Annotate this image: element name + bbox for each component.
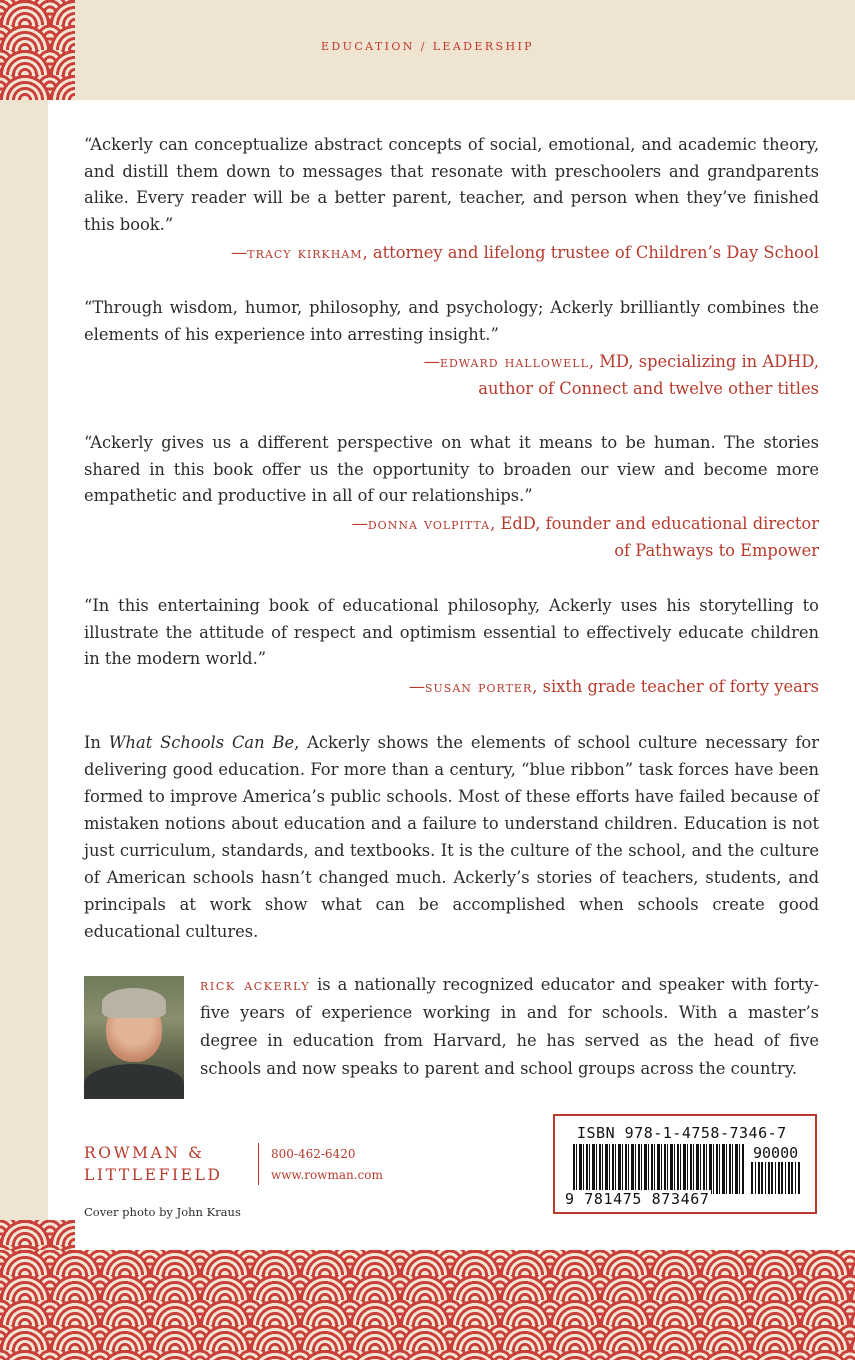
attribution-dash: —	[231, 243, 248, 262]
isbn-barcode	[553, 1114, 817, 1214]
publisher-divider	[258, 1143, 259, 1185]
publisher-logo-line1: ROWMAN &	[84, 1144, 205, 1162]
attribution-dash: —	[351, 514, 368, 533]
wave-pattern-lower-left	[0, 1220, 75, 1250]
attribution-name: susan porter	[425, 677, 533, 696]
isbn-label: ISBN 978-1-4758-7346-7	[577, 1124, 787, 1142]
attribution-dash: —	[408, 677, 425, 696]
attribution-name: donna volpitta	[367, 514, 491, 533]
author-photo	[84, 976, 184, 1099]
barcode-bars	[573, 1144, 745, 1194]
attribution-credential-line2: author of Connect and twelve other titles	[478, 378, 819, 398]
blurb-quote-3: “Ackerly gives us a different perspective on what it means to be human. The stories shared in this book offer us the opportunity to broaden our view and become more empathetic and productive in all of our relationships.”	[84, 433, 819, 505]
wave-pattern-bottom-band	[0, 1250, 855, 1360]
blurb-attribution-1	[84, 240, 819, 267]
price-code: 90000	[753, 1144, 799, 1162]
blurb-attribution-3	[84, 511, 819, 564]
publisher-logo-line2: LITTLEFIELD	[84, 1166, 223, 1184]
description-body: , Ackerly shows the elements of school culture necessary for delivering good education. For more than a century, “blue ribbon” task forces have been formed to improve America’s public schools. Most of these efforts have failed because of mistaken notions about education and a failure to understand children. Education is not just curriculum, standards, and textbooks. It is the culture of the school, and the culture of American schools hasn’t changed much. Ackerly’s stories of teachers, students, and principals at work show what can be accomplished when schools create good educational cultures.	[84, 733, 819, 941]
blurb-quote-4: “In this entertaining book of educational philosophy, Ackerly uses his storytelling to illustrate the attitude of respect and optimism essential to effectively educate children in the modern world.”	[84, 596, 819, 668]
author-name: rick ackerly	[200, 975, 311, 994]
ean-digits: 9 781475 873467	[565, 1190, 710, 1208]
attribution-credential: , EdD, founder and educational director	[490, 514, 819, 533]
attribution-dash: —	[423, 352, 440, 371]
blurb-quote-1: “Ackerly can conceptualize abstract concepts of social, emotional, and academic theory, and distill them down to messages that resonate with preschoolers and grandparents alike. Every reader will be a better parent, teacher, and person when they’ve finished this book.”	[84, 135, 819, 234]
attribution-credential: , attorney and lifelong trustee of Children’s Day School	[362, 243, 819, 262]
publisher-phone: 800-462-6420	[271, 1147, 356, 1161]
blurb-attribution-2	[84, 349, 819, 402]
attribution-credential: , MD, specializing in ADHD,	[588, 352, 819, 371]
attribution-credential-line2: of Pathways to Empower	[614, 540, 819, 560]
author-bio-text: is a nationally recognized educator and speaker with forty-five years of experience working in and for schools. With a master’s degree in education from Harvard, he has served as the head of five schools and now speaks to parent and school groups across the country.	[200, 975, 820, 1078]
book-title: What Schools Can Be	[108, 733, 295, 752]
blurb-attribution-4	[84, 674, 819, 701]
publisher-website: www.rowman.com	[271, 1168, 383, 1182]
book-description	[84, 729, 819, 945]
left-margin-strip	[0, 100, 48, 1220]
publisher-contact	[271, 1144, 383, 1186]
blurb-quote-2: “Through wisdom, humor, philosophy, and psychology; Ackerly brilliantly combines the elements of his experience into arresting insight.”	[84, 298, 819, 344]
attribution-name: tracy kirkham	[247, 243, 363, 262]
barcode-extension-bars	[751, 1162, 801, 1194]
photo-credit: Cover photo by John Kraus	[84, 1205, 241, 1219]
publisher-logo	[84, 1142, 249, 1186]
attribution-name: edward hallowell	[439, 352, 589, 371]
attribution-credential: , sixth grade teacher of forty years	[532, 677, 819, 696]
description-intro: In	[84, 733, 109, 752]
category-label: EDUCATION / LEADERSHIP	[321, 40, 534, 53]
author-bio	[200, 971, 819, 1083]
